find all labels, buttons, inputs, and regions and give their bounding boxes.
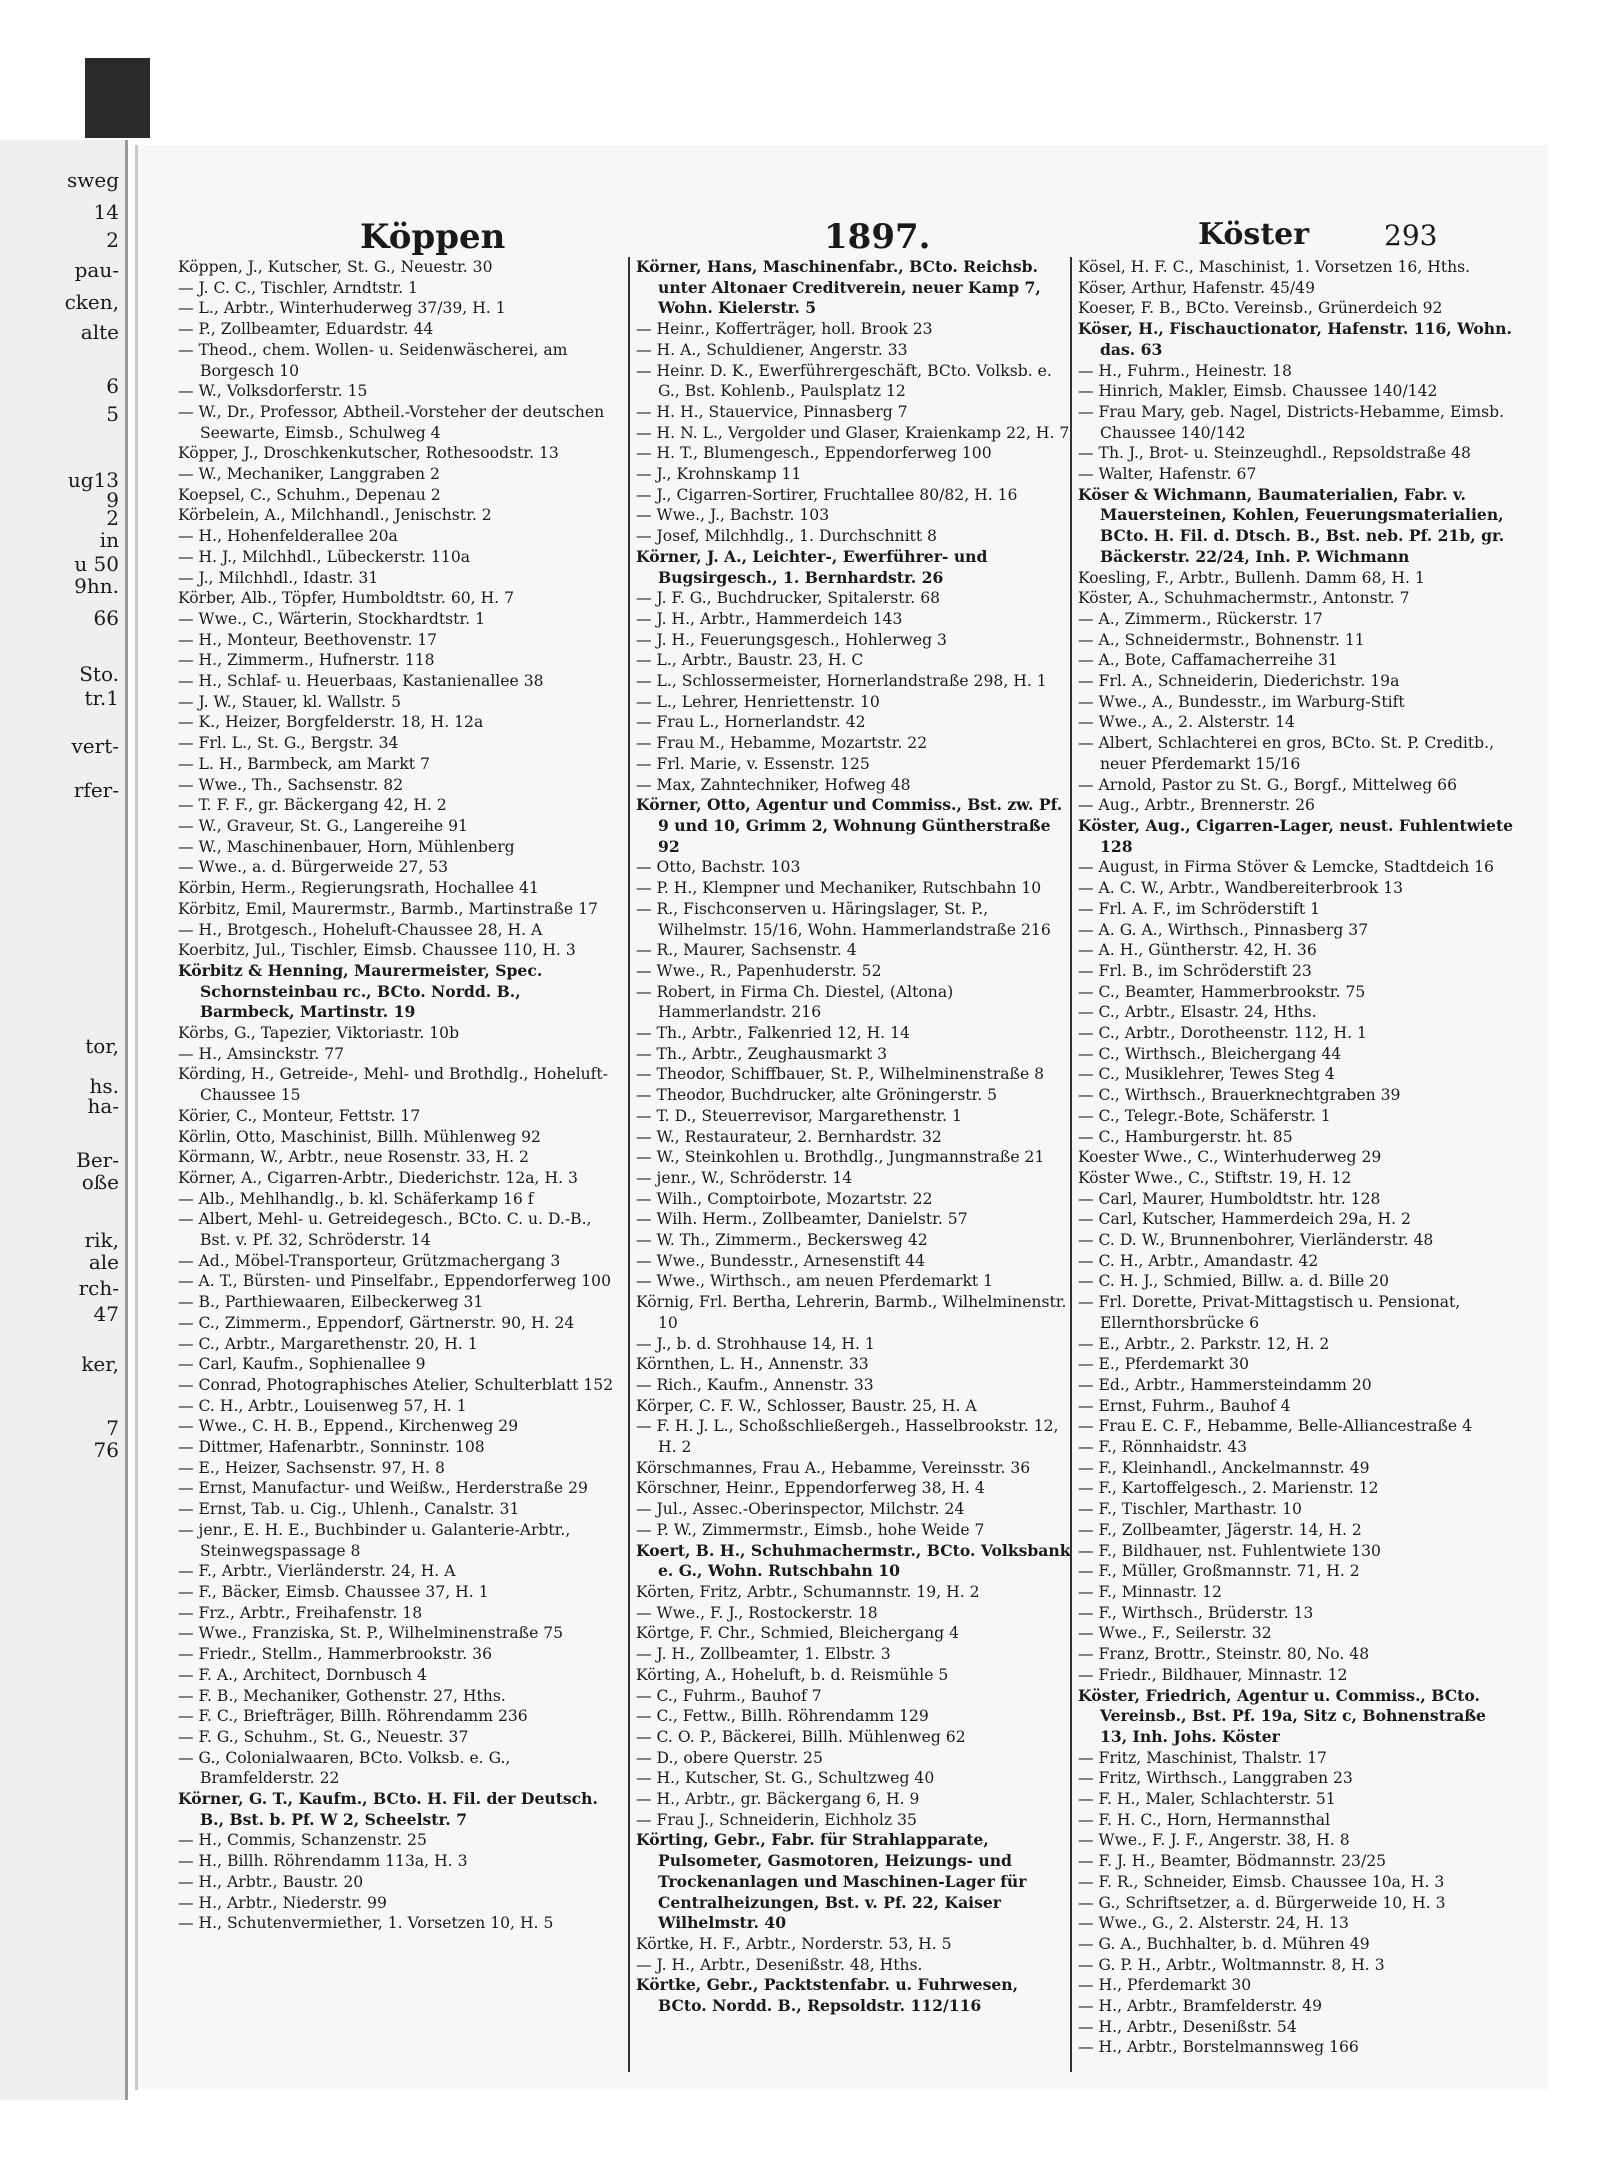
directory-entry: — Frau Mary, geb. Nagel, Districts-Hebamme, Eimsb. Chaussee 140/142 xyxy=(1078,402,1505,442)
directory-entry: — J. W., Stauer, kl. Wallstr. 5 xyxy=(178,692,401,711)
header-right-keyword: Köster xyxy=(1198,217,1310,252)
directory-entry: — F. B., Mechaniker, Gothenstr. 27, Hths. xyxy=(178,1686,506,1705)
directory-entry: — C., Arbtr., Elsastr. 24, Hths. xyxy=(1078,1003,1317,1022)
directory-entry: — E., Pferdemarkt 30 xyxy=(1078,1355,1250,1374)
directory-entry: Körner, J. A., Leichter-, Ewerführer- und Bugsirgesch., 1. Bernhardstr. 26 xyxy=(636,546,988,587)
directory-entry: — L., Schlossermeister, Hornerlandstraße 298, H. 1 xyxy=(636,672,1047,691)
directory-entry: — T. D., Steuerrevisor, Margarethenstr. 1 xyxy=(636,1106,962,1125)
directory-entry: — H. N. L., Vergolder und Glaser, Kraienkamp 22, H. 7 xyxy=(636,423,1070,442)
directory-entry: — H., Pferdemarkt 30 xyxy=(1078,1976,1252,1995)
adjacent-page-fragment: rch- xyxy=(78,1276,119,1300)
directory-entry: — Wwe., Bundesstr., Arnesenstift 44 xyxy=(636,1251,926,1270)
directory-entry: — Franz, Brottr., Steinstr. 80, No. 48 xyxy=(1078,1645,1370,1664)
directory-entry: — A., Zimmerm., Rückerstr. 17 xyxy=(1078,609,1323,628)
directory-entry: — P. W., Zimmermstr., Eimsb., hohe Weide 7 xyxy=(636,1520,985,1539)
directory-entry: Köser, H., Fischauctionator, Hafenstr. 116, Wohn. das. 63 xyxy=(1078,319,1512,359)
directory-entry: — P., Zollbeamter, Eduardstr. 44 xyxy=(178,320,434,339)
directory-entry: — A. C. W., Arbtr., Wandbereiterbrook 13 xyxy=(1078,879,1404,898)
directory-entry: Körbin, Herm., Regierungsrath, Hochallee 41 xyxy=(178,879,539,898)
directory-entry: — B., Parthiewaaren, Eilbeckerweg 31 xyxy=(178,1293,484,1312)
directory-entry: Körbitz & Henning, Maurermeister, Spec. Schornsteinbau rc., BCto. Nordd. B., Barmbeck, Martinstr. 19 xyxy=(178,960,543,1022)
directory-entry: — L., Arbtr., Baustr. 23, H. C xyxy=(636,651,864,670)
adjacent-page-fragment: sweg xyxy=(66,168,119,192)
directory-entry: — Frau E. C. F., Hebamme, Belle-Alliancestraße 4 xyxy=(1078,1417,1473,1436)
directory-entry: — C. D. W., Brunnenbohrer, Vierländerstr. 48 xyxy=(1078,1231,1434,1250)
directory-entry: — F. H. J. L., Schoßschließergeh., Hasselbrookstr. 12, H. 2 xyxy=(636,1417,1059,1457)
directory-entry: — F. H. C., Horn, Hermannsthal xyxy=(1078,1810,1331,1829)
directory-entry: — Jul., Assec.-Oberinspector, Milchstr. 24 xyxy=(636,1500,965,1519)
adjacent-page-fragment: tor, xyxy=(85,1034,119,1058)
directory-entry: — Wwe., Wirthsch., am neuen Pferdemarkt 1 xyxy=(636,1272,994,1291)
directory-entry: — H., Hohenfelderallee 20a xyxy=(178,527,398,546)
directory-entry: — Frl. A. F., im Schröderstift 1 xyxy=(1078,899,1321,918)
directory-entry: — H. T., Blumengesch., Eppendorferweg 100 xyxy=(636,444,992,463)
directory-entry: — E., Heizer, Sachsenstr. 97, H. 8 xyxy=(178,1458,445,1477)
directory-entry: — A., Schneidermstr., Bohnenstr. 11 xyxy=(1078,630,1365,649)
directory-entry: — G. A., Buchhalter, b. d. Mühren 49 xyxy=(1078,1934,1370,1953)
directory-entry: — Ernst, Fuhrm., Bauhof 4 xyxy=(1078,1396,1291,1415)
adjacent-page-fragment: u 50 xyxy=(74,552,119,576)
directory-entry: — Robert, in Firma Ch. Diestel, (Altona) Hammerlandstr. 216 xyxy=(636,982,954,1022)
adjacent-page-fragment: 6 xyxy=(106,374,119,398)
directory-entry: — Theodor, Buchdrucker, alte Gröningerstr. 5 xyxy=(636,1086,998,1105)
directory-entry: — W., Steinkohlen u. Brothdlg., Jungmannstraße 21 xyxy=(636,1148,1045,1167)
directory-entry: — C., Fettw., Billh. Röhrendamm 129 xyxy=(636,1707,929,1726)
directory-entry: — C., Hamburgerstr. ht. 85 xyxy=(1078,1127,1293,1146)
directory-entry: — H., Amsinckstr. 77 xyxy=(178,1044,345,1063)
directory-entry: — Ernst, Manufactur- und Weißw., Herderstraße 29 xyxy=(178,1479,588,1498)
adjacent-page-fragment: rfer- xyxy=(73,778,119,802)
adjacent-page-fragment: pau- xyxy=(74,258,119,282)
adjacent-page-fragment: rik, xyxy=(84,1228,119,1252)
directory-entry: — G., Schriftsetzer, a. d. Bürgerweide 10, H. 3 xyxy=(1078,1893,1446,1912)
directory-entry: Köster, Friedrich, Agentur u. Commiss., BCto. Vereinsb., Bst. Pf. 19a, Sitz c, Bohnenstraße 13, Inh. Johs. Köster xyxy=(1078,1685,1486,1746)
directory-entry: Körting, A., Hoheluft, b. d. Reismühle 5 xyxy=(636,1665,949,1684)
directory-entry: — J. H., Arbtr., Desenißstr. 48, Hths. xyxy=(636,1955,923,1974)
directory-entry: — C., Zimmerm., Eppendorf, Gärtnerstr. 90, H. 24 xyxy=(178,1313,575,1332)
adjacent-page-fragment: 76 xyxy=(93,1438,119,1462)
directory-entry: — Dittmer, Hafenarbtr., Sonninstr. 108 xyxy=(178,1438,485,1457)
adjacent-page-fragment: Ber- xyxy=(76,1148,119,1172)
directory-entry: Köser & Wichmann, Baumaterialien, Fabr. v. Mauersteinen, Kohlen, Feuerungsmaterialien, BCto. H. Fil. d. Dtsch. B., Bst. neb. Pf. 21b, gr. Bäckerstr. 22/24, Inh. P. Wichmann xyxy=(1078,484,1505,566)
directory-entry: — Ernst, Tab. u. Cig., Uhlenh., Canalstr. 31 xyxy=(178,1500,520,1519)
directory-entry: — F. A., Architect, Dornbusch 4 xyxy=(178,1665,427,1684)
directory-entry: — Frl. Dorette, Privat-Mittagstisch u. Pensionat, Ellernthorsbrücke 6 xyxy=(1078,1293,1461,1332)
directory-entry: — H., Zimmerm., Hufnerstr. 118 xyxy=(178,651,435,670)
directory-entry: — Conrad, Photographisches Atelier, Schulterblatt 152 xyxy=(178,1375,614,1394)
directory-entry: — G. P. H., Arbtr., Woltmannstr. 8, H. 3 xyxy=(1078,1955,1385,1974)
directory-entry: — Albert, Schlachterei en gros, BCto. St. P. Creditb., neuer Pferdemarkt 15/16 xyxy=(1078,734,1495,773)
directory-entry: Körner, Otto, Agentur und Commiss., Bst. zw. Pf. 9 und 10, Grimm 2, Wohnung Güntherstraße 92 xyxy=(636,795,1063,856)
directory-entry: — A., Bote, Caffamacherreihe 31 xyxy=(1078,651,1338,670)
directory-entry: Körper, C. F. W., Schlosser, Baustr. 25, H. A xyxy=(636,1396,977,1415)
directory-entry: — H., Monteur, Beethovenstr. 17 xyxy=(178,630,438,649)
directory-entry: — Wwe., F. J. F., Angerstr. 38, H. 8 xyxy=(1078,1831,1350,1850)
directory-entry: Köppen, J., Kutscher, St. G., Neuestr. 30 xyxy=(178,258,493,276)
directory-entry: — Ed., Arbtr., Hammersteindamm 20 xyxy=(1078,1375,1372,1394)
directory-entry: — C., Arbtr., Margarethenstr. 20, H. 1 xyxy=(178,1334,478,1353)
directory-entry: Körier, C., Monteur, Fettstr. 17 xyxy=(178,1106,421,1125)
directory-entry: — F., Bildhauer, nst. Fuhlentwiete 130 xyxy=(1078,1541,1381,1560)
directory-entry: — E., Arbtr., 2. Parkstr. 12, H. 2 xyxy=(1078,1334,1330,1353)
directory-entry: — J. F. G., Buchdrucker, Spitalerstr. 68 xyxy=(636,589,941,608)
directory-entry: — Albert, Mehl- u. Getreidegesch., BCto. C. u. D.-B., Bst. v. Pf. 32, Schröderstr. 14 xyxy=(178,1210,592,1250)
directory-entry: — F., Wirthsch., Brüderstr. 13 xyxy=(1078,1603,1314,1622)
directory-entry: — Wwe., a. d. Bürgerweide 27, 53 xyxy=(178,858,449,877)
directory-entry: — Wwe., G., 2. Alsterstr. 24, H. 13 xyxy=(1078,1914,1349,1933)
directory-entry: — Wwe., Th., Sachsenstr. 82 xyxy=(178,775,404,794)
directory-entry: — Rich., Kaufm., Annenstr. 33 xyxy=(636,1375,874,1394)
directory-entry: — C., Musiklehrer, Tewes Steg 4 xyxy=(1078,1065,1335,1084)
directory-entry: — H., Kutscher, St. G., Schultzweg 40 xyxy=(636,1769,935,1788)
directory-entry: Körner, A., Cigarren-Arbtr., Diederichstr. 12a, H. 3 xyxy=(178,1168,578,1187)
directory-entry: — H., Commis, Schanzenstr. 25 xyxy=(178,1831,427,1850)
directory-entry: — F. G., Schuhm., St. G., Neuestr. 37 xyxy=(178,1727,469,1746)
directory-entry: — F., Minnastr. 12 xyxy=(1078,1583,1222,1601)
directory-entry: — W. Th., Zimmerm., Beckersweg 42 xyxy=(636,1231,928,1250)
directory-entry: — Frz., Arbtr., Freihafenstr. 18 xyxy=(178,1603,423,1622)
directory-entry: — Wwe., J., Bachstr. 103 xyxy=(636,506,830,525)
directory-entry: — C. O. P., Bäckerei, Billh. Mühlenweg 62 xyxy=(636,1727,966,1746)
directory-entry: Körting, Gebr., Fabr. für Strahlapparate, Pulsometer, Gasmotoren, Heizungs- und Trockenanlagen und Maschinen-Lager für Centralheizungen, Bst. v. Pf. 22, Kaiser Wilhelmstr. 40 xyxy=(636,1830,1027,1933)
directory-entry: — J. H., Feuerungsgesch., Hohlerweg 3 xyxy=(636,630,947,649)
directory-entry: — Max, Zahntechniker, Hofweg 48 xyxy=(636,775,911,794)
directory-entry: — Alb., Mehlhandlg., b. kl. Schäferkamp 16 f xyxy=(178,1189,534,1208)
directory-entry: — H. J., Milchhdl., Lübeckerstr. 110a xyxy=(178,547,471,566)
directory-entry: — Th., Arbtr., Falkenried 12, H. 14 xyxy=(636,1024,910,1043)
directory-entry: — T. F. F., gr. Bäckergang 42, H. 2 xyxy=(178,796,447,815)
adjacent-page-fragment: ker, xyxy=(81,1352,119,1376)
directory-entry: Körbitz, Emil, Maurermstr., Barmb., Martinstraße 17 xyxy=(178,899,598,918)
directory-entry: — Wwe., C., Wärterin, Stockhardtstr. 1 xyxy=(178,609,485,628)
directory-entry: — F. H., Maler, Schlachterstr. 51 xyxy=(1078,1790,1336,1809)
directory-entry: — F., Rönnhaidstr. 43 xyxy=(1078,1438,1248,1457)
directory-entry: — Frl. L., St. G., Bergstr. 34 xyxy=(178,734,399,753)
directory-entry: — J., Krohnskamp 11 xyxy=(636,465,802,484)
directory-entry: — H., Brotgesch., Hoheluft-Chaussee 28, H. A xyxy=(178,920,543,939)
directory-entry: — Hinrich, Makler, Eimsb. Chaussee 140/142 xyxy=(1078,382,1438,401)
directory-entry: — J., Cigarren-Sortirer, Fruchtallee 80/82, H. 16 xyxy=(636,485,1018,504)
directory-entry: Körtke, H. F., Arbtr., Norderstr. 53, H. 5 xyxy=(636,1934,952,1953)
directory-entry: Koert, B. H., Schuhmachermstr., BCto. Volksbank e. G., Wohn. Rutschbahn 10 xyxy=(636,1540,1071,1581)
adjacent-page-fragment: Sto. xyxy=(79,662,119,686)
directory-entry: Körten, Fritz, Arbtr., Schumannstr. 19, H. 2 xyxy=(636,1583,980,1601)
directory-entry: Körnthen, L. H., Annenstr. 33 xyxy=(636,1355,869,1374)
directory-entry: Koesling, F., Arbtr., Bullenh. Damm 68, H. 1 xyxy=(1078,568,1425,587)
directory-entry: — C. H. J., Schmied, Billw. a. d. Bille 20 xyxy=(1078,1272,1390,1291)
directory-entry: — Wwe., C. H. B., Eppend., Kirchenweg 29 xyxy=(178,1417,519,1436)
directory-entry: — C., Fuhrm., Bauhof 7 xyxy=(636,1686,822,1705)
directory-entry: — F. J. H., Beamter, Bödmannstr. 23/25 xyxy=(1078,1852,1387,1871)
directory-entry: — Walter, Hafenstr. 67 xyxy=(1078,465,1257,484)
directory-entry: Körlin, Otto, Maschinist, Billh. Mühlenweg 92 xyxy=(178,1127,541,1146)
directory-entry: — W., Maschinenbauer, Horn, Mühlenberg xyxy=(178,837,515,856)
directory-entry: — R., Fischconserven u. Häringslager, St. P., Wilhelmstr. 15/16, Wohn. Hammerlandstraße 216 xyxy=(636,899,1051,939)
directory-entry: — C., Wirthsch., Brauerknechtgraben 39 xyxy=(1078,1086,1401,1105)
directory-entry: — H., Fuhrm., Heinestr. 18 xyxy=(1078,361,1292,380)
directory-entry: — Heinr., Kofferträger, holl. Brook 23 xyxy=(636,320,933,339)
directory-entry: — F., Kartoffelgesch., 2. Marienstr. 12 xyxy=(1078,1479,1379,1498)
directory-entry: — J., b. d. Strohhause 14, H. 1 xyxy=(636,1334,875,1353)
directory-entry: — W., Dr., Professor, Abtheil.-Vorsteher der deutschen Seewarte, Eimsb., Schulweg 4 xyxy=(178,402,605,442)
directory-entry: — Frl. Marie, v. Essenstr. 125 xyxy=(636,754,870,773)
directory-entry: — Th., Arbtr., Zeughausmarkt 3 xyxy=(636,1044,888,1063)
directory-entry: Körnig, Frl. Bertha, Lehrerin, Barmb., Wilhelminenstr. 10 xyxy=(636,1293,1067,1332)
adjacent-page-fragment: 7 xyxy=(106,1416,119,1440)
directory-entry: — P. H., Klempner und Mechaniker, Rutschbahn 10 xyxy=(636,879,1042,898)
directory-entry: Köster Wwe., C., Stiftstr. 19, H. 12 xyxy=(1078,1168,1352,1187)
directory-entry: — Wwe., Franziska, St. P., Wilhelminenstraße 75 xyxy=(178,1624,564,1643)
directory-entry: — L., Lehrer, Henriettenstr. 10 xyxy=(636,692,880,711)
directory-entry: — August, in Firma Stöver & Lemcke, Stadtdeich 16 xyxy=(1078,858,1494,877)
directory-entry: — J., Milchhdl., Idastr. 31 xyxy=(178,568,379,587)
directory-entry: — F. R., Schneider, Eimsb. Chaussee 10a, H. 3 xyxy=(1078,1872,1445,1891)
directory-entry: — F., Zollbeamter, Jägerstr. 14, H. 2 xyxy=(1078,1520,1362,1539)
directory-entry: — Friedr., Stellm., Hammerbrookstr. 36 xyxy=(178,1645,493,1664)
directory-entry: — F., Bäcker, Eimsb. Chaussee 37, H. 1 xyxy=(178,1583,489,1601)
directory-entry: Körber, Alb., Töpfer, Humboldtstr. 60, H. 7 xyxy=(178,589,515,608)
adjacent-page-edge xyxy=(0,140,128,2100)
directory-entry: — Wilh., Comptoirbote, Mozartstr. 22 xyxy=(636,1189,933,1208)
column-2 xyxy=(628,257,1072,2072)
adjacent-page-fragment: ug13 xyxy=(67,468,119,492)
directory-entry: — Fritz, Maschinist, Thalstr. 17 xyxy=(1078,1748,1327,1767)
directory-entry: Köser, Arthur, Hafenstr. 45/49 xyxy=(1078,278,1316,297)
directory-entry: Köpper, J., Droschkenkutscher, Rothesoodstr. 13 xyxy=(178,444,559,463)
directory-entry: — Wwe., F. J., Rostockerstr. 18 xyxy=(636,1603,878,1622)
directory-entry: — Otto, Bachstr. 103 xyxy=(636,858,801,877)
directory-entry: — Wwe., R., Papenhuderstr. 52 xyxy=(636,961,882,980)
directory-entry: Körner, G. T., Kaufm., BCto. H. Fil. der Deutsch. B., Bst. b. Pf. W 2, Scheelstr. 7 xyxy=(178,1789,598,1829)
directory-entry: Koester Wwe., C., Winterhuderweg 29 xyxy=(1078,1148,1382,1167)
directory-entry: — H., Arbtr., Bramfelderstr. 49 xyxy=(1078,1997,1323,2016)
directory-entry: — J. H., Arbtr., Hammerdeich 143 xyxy=(636,609,903,628)
directory-entry: — Wwe., A., Bundesstr., im Warburg-Stift xyxy=(1078,692,1405,711)
directory-entry: Koerbitz, Jul., Tischler, Eimsb. Chaussee 110, H. 3 xyxy=(178,941,576,960)
header-year: 1897. xyxy=(824,217,931,257)
directory-entry: — C., Beamter, Hammerbrookstr. 75 xyxy=(1078,982,1366,1001)
directory-entry: — Carl, Maurer, Humboldtstr. htr. 128 xyxy=(1078,1189,1381,1208)
directory-entry: — C., Telegr.-Bote, Schäferstr. 1 xyxy=(1078,1106,1331,1125)
directory-entry: — H., Arbtr., gr. Bäckergang 6, H. 9 xyxy=(636,1790,920,1809)
adjacent-page-fragment: 9 xyxy=(106,488,119,512)
adjacent-page-fragment: cken, xyxy=(64,290,119,314)
directory-entry: — Friedr., Bildhauer, Minnastr. 12 xyxy=(1078,1665,1348,1684)
header-left-keyword: Köppen xyxy=(360,217,506,257)
directory-entry: — Frl. B., im Schröderstift 23 xyxy=(1078,961,1312,980)
directory-entry: Köster, A., Schuhmachermstr., Antonstr. 7 xyxy=(1078,589,1410,608)
directory-entry: — H., Schutenvermiether, 1. Vorsetzen 10, H. 5 xyxy=(178,1914,554,1933)
directory-entry: — Carl, Kaufm., Sophienallee 9 xyxy=(178,1355,426,1374)
directory-entry: — Frl. A., Schneiderin, Diederichstr. 19a xyxy=(1078,672,1400,691)
directory-entry: — W., Graveur, St. G., Langereihe 91 xyxy=(178,816,468,835)
directory-entry: — Arnold, Pastor zu St. G., Borgf., Mittelweg 66 xyxy=(1078,775,1458,794)
directory-entry: — J. H., Zollbeamter, 1. Elbstr. 3 xyxy=(636,1645,891,1664)
adjacent-page-fragment: oße xyxy=(81,1170,119,1194)
directory-entry: — C., Arbtr., Dorotheenstr. 112, H. 1 xyxy=(1078,1024,1367,1043)
directory-entry: — Frau M., Hebamme, Mozartstr. 22 xyxy=(636,734,928,753)
adjacent-page-fragment: in xyxy=(99,528,119,552)
directory-entry: — Wwe., A., 2. Alsterstr. 14 xyxy=(1078,713,1295,732)
adjacent-page-fragment: hs. xyxy=(89,1074,119,1098)
directory-entry: — R., Maurer, Sachsenstr. 4 xyxy=(636,941,857,960)
adjacent-page-fragment: 2 xyxy=(106,506,119,530)
directory-entry: Körschner, Heinr., Eppendorferweg 38, H. 4 xyxy=(636,1479,985,1498)
directory-entry: — jenr., W., Schröderstr. 14 xyxy=(636,1168,853,1187)
directory-entry: — G., Colonialwaaren, BCto. Volksb. e. G., Bramfelderstr. 22 xyxy=(178,1748,511,1788)
directory-entry: — Josef, Milchhdlg., 1. Durchschnitt 8 xyxy=(636,527,937,546)
directory-entry: — Ad., Möbel-Transporteur, Grützmachergang 3 xyxy=(178,1251,561,1270)
adjacent-page-fragment: 14 xyxy=(93,200,119,224)
directory-entry: — H., Billh. Röhrendamm 113a, H. 3 xyxy=(178,1852,468,1871)
directory-entry: — Frau J., Schneiderin, Eichholz 35 xyxy=(636,1810,917,1829)
adjacent-page-fragment: 66 xyxy=(93,606,119,630)
directory-entry: — H., Arbtr., Borstelmannsweg 166 xyxy=(1078,2038,1359,2057)
column-1 xyxy=(178,257,618,2072)
page-number: 293 xyxy=(1384,219,1438,252)
directory-entry: — H., Arbtr., Desenißstr. 54 xyxy=(1078,2017,1297,2036)
directory-entry: — C. H., Arbtr., Amandastr. 42 xyxy=(1078,1251,1319,1270)
directory-entry: — A. H., Güntherstr. 42, H. 36 xyxy=(1078,941,1317,960)
directory-entry: — K., Heizer, Borgfelderstr. 18, H. 12a xyxy=(178,713,484,732)
directory-entry: — Carl, Kutscher, Hammerdeich 29a, H. 2 xyxy=(1078,1210,1411,1229)
adjacent-page-fragment: 9hn. xyxy=(74,574,119,598)
column-3 xyxy=(1070,257,1514,2072)
directory-entry: — L. H., Barmbeck, am Markt 7 xyxy=(178,754,430,773)
directory-entry: — Wilh. Herm., Zollbeamter, Danielstr. 57 xyxy=(636,1210,968,1229)
directory-entry: Körtke, Gebr., Packtstenfabr. u. Fuhrwesen, BCto. Nordd. B., Repsoldstr. 112/116 xyxy=(636,1975,1019,2016)
adjacent-page-fragment: 47 xyxy=(93,1302,119,1326)
directory-entry: — F., Kleinhandl., Anckelmannstr. 49 xyxy=(1078,1458,1370,1477)
directory-entry: — Aug., Arbtr., Brennerstr. 26 xyxy=(1078,796,1315,815)
directory-entry: Köster, Aug., Cigarren-Lager, neust. Fuhlentwiete 128 xyxy=(1078,815,1514,856)
directory-entry: — H. H., Stauervice, Pinnasberg 7 xyxy=(636,402,908,421)
directory-entry: — A. T., Bürsten- und Pinselfabr., Eppendorferweg 100 xyxy=(178,1272,612,1291)
directory-entry: Koeser, F. B., BCto. Vereinsb., Grünerdeich 92 xyxy=(1078,299,1443,318)
directory-entry: — W., Volksdorferstr. 15 xyxy=(178,382,368,401)
directory-entry: — L., Arbtr., Winterhuderweg 37/39, H. 1 xyxy=(178,299,506,318)
directory-entry: Koepsel, C., Schuhm., Depenau 2 xyxy=(178,485,441,504)
directory-entry: — Frau L., Hornerlandstr. 42 xyxy=(636,713,866,732)
adjacent-page-fragment: 2 xyxy=(106,228,119,252)
directory-page xyxy=(135,145,1548,2090)
directory-entry: — C. H., Arbtr., Louisenweg 57, H. 1 xyxy=(178,1396,467,1415)
directory-entry: — Theod., chem. Wollen- u. Seidenwäscherei, am Borgesch 10 xyxy=(178,340,568,380)
directory-entry: Körschmannes, Frau A., Hebamme, Vereinsstr. 36 xyxy=(636,1458,1031,1477)
directory-entry: — F. C., Briefträger, Billh. Röhrendamm 236 xyxy=(178,1707,528,1726)
directory-entry: Körner, Hans, Maschinenfabr., BCto. Reichsb. unter Altonaer Creditverein, neuer Kamp 7, Wohn. Kielerstr. 5 xyxy=(636,257,1041,318)
directory-entry: — H., Schlaf- u. Heuerbaas, Kastanienallee 38 xyxy=(178,672,544,691)
directory-entry: — H. A., Schuldiener, Angerstr. 33 xyxy=(636,340,908,359)
directory-entry: — Heinr. D. K., Ewerführergeschäft, BCto. Volksb. e. G., Bst. Kohlenb., Paulsplatz 12 xyxy=(636,361,1052,401)
scan-edge-dark xyxy=(85,58,150,138)
directory-entry: — Theodor, Schiffbauer, St. P., Wilhelminenstraße 8 xyxy=(636,1065,1045,1084)
directory-entry: — A. G. A., Wirthsch., Pinnasberg 37 xyxy=(1078,920,1369,939)
adjacent-page-fragment: 5 xyxy=(106,402,119,426)
directory-entry: — J. C. C., Tischler, Arndtstr. 1 xyxy=(178,278,418,297)
adjacent-page-fragment: ale xyxy=(88,1250,119,1274)
directory-entry: Körmann, W., Arbtr., neue Rosenstr. 33, H. 2 xyxy=(178,1148,529,1167)
directory-entry: — W., Restaurateur, 2. Bernhardstr. 32 xyxy=(636,1127,942,1146)
directory-entry: — Th. J., Brot- u. Steinzeughdl., Repsoldstraße 48 xyxy=(1078,444,1471,463)
directory-entry: — C., Wirthsch., Bleichergang 44 xyxy=(1078,1044,1342,1063)
adjacent-page-fragment: ha- xyxy=(87,1094,119,1118)
adjacent-page-fragment: alte xyxy=(80,320,119,344)
directory-entry: Körbelein, A., Milchhandl., Jenischstr. 2 xyxy=(178,506,492,525)
directory-entry: Kösel, H. F. C., Maschinist, 1. Vorsetzen 16, Hths. xyxy=(1078,258,1471,276)
adjacent-page-fragment: tr.1 xyxy=(84,686,119,710)
directory-entry: Körbs, G., Tapezier, Viktoriastr. 10b xyxy=(178,1024,460,1043)
directory-entry: — Wwe., F., Seilerstr. 32 xyxy=(1078,1624,1272,1643)
directory-entry: — H., Arbtr., Niederstr. 99 xyxy=(178,1893,387,1912)
directory-entry: — F., Arbtr., Vierländerstr. 24, H. A xyxy=(178,1562,456,1581)
directory-entry: — jenr., E. H. E., Buchbinder u. Galanterie-Arbtr., Steinwegspassage 8 xyxy=(178,1520,571,1560)
directory-entry: Körding, H., Getreide-, Mehl- und Brothdlg., Hoheluft-Chaussee 15 xyxy=(178,1065,608,1105)
adjacent-page-fragment: vert- xyxy=(71,734,119,758)
directory-entry: — F., Müller, Großmannstr. 71, H. 2 xyxy=(1078,1562,1360,1581)
directory-entry: — W., Mechaniker, Langgraben 2 xyxy=(178,465,440,484)
directory-entry: — D., obere Querstr. 25 xyxy=(636,1748,823,1767)
directory-entry: Körtge, F. Chr., Schmied, Bleichergang 4 xyxy=(636,1624,960,1643)
directory-entry: — F., Tischler, Marthastr. 10 xyxy=(1078,1500,1302,1519)
directory-entry: — H., Arbtr., Baustr. 20 xyxy=(178,1872,364,1891)
directory-entry: — Fritz, Wirthsch., Langgraben 23 xyxy=(1078,1769,1353,1788)
